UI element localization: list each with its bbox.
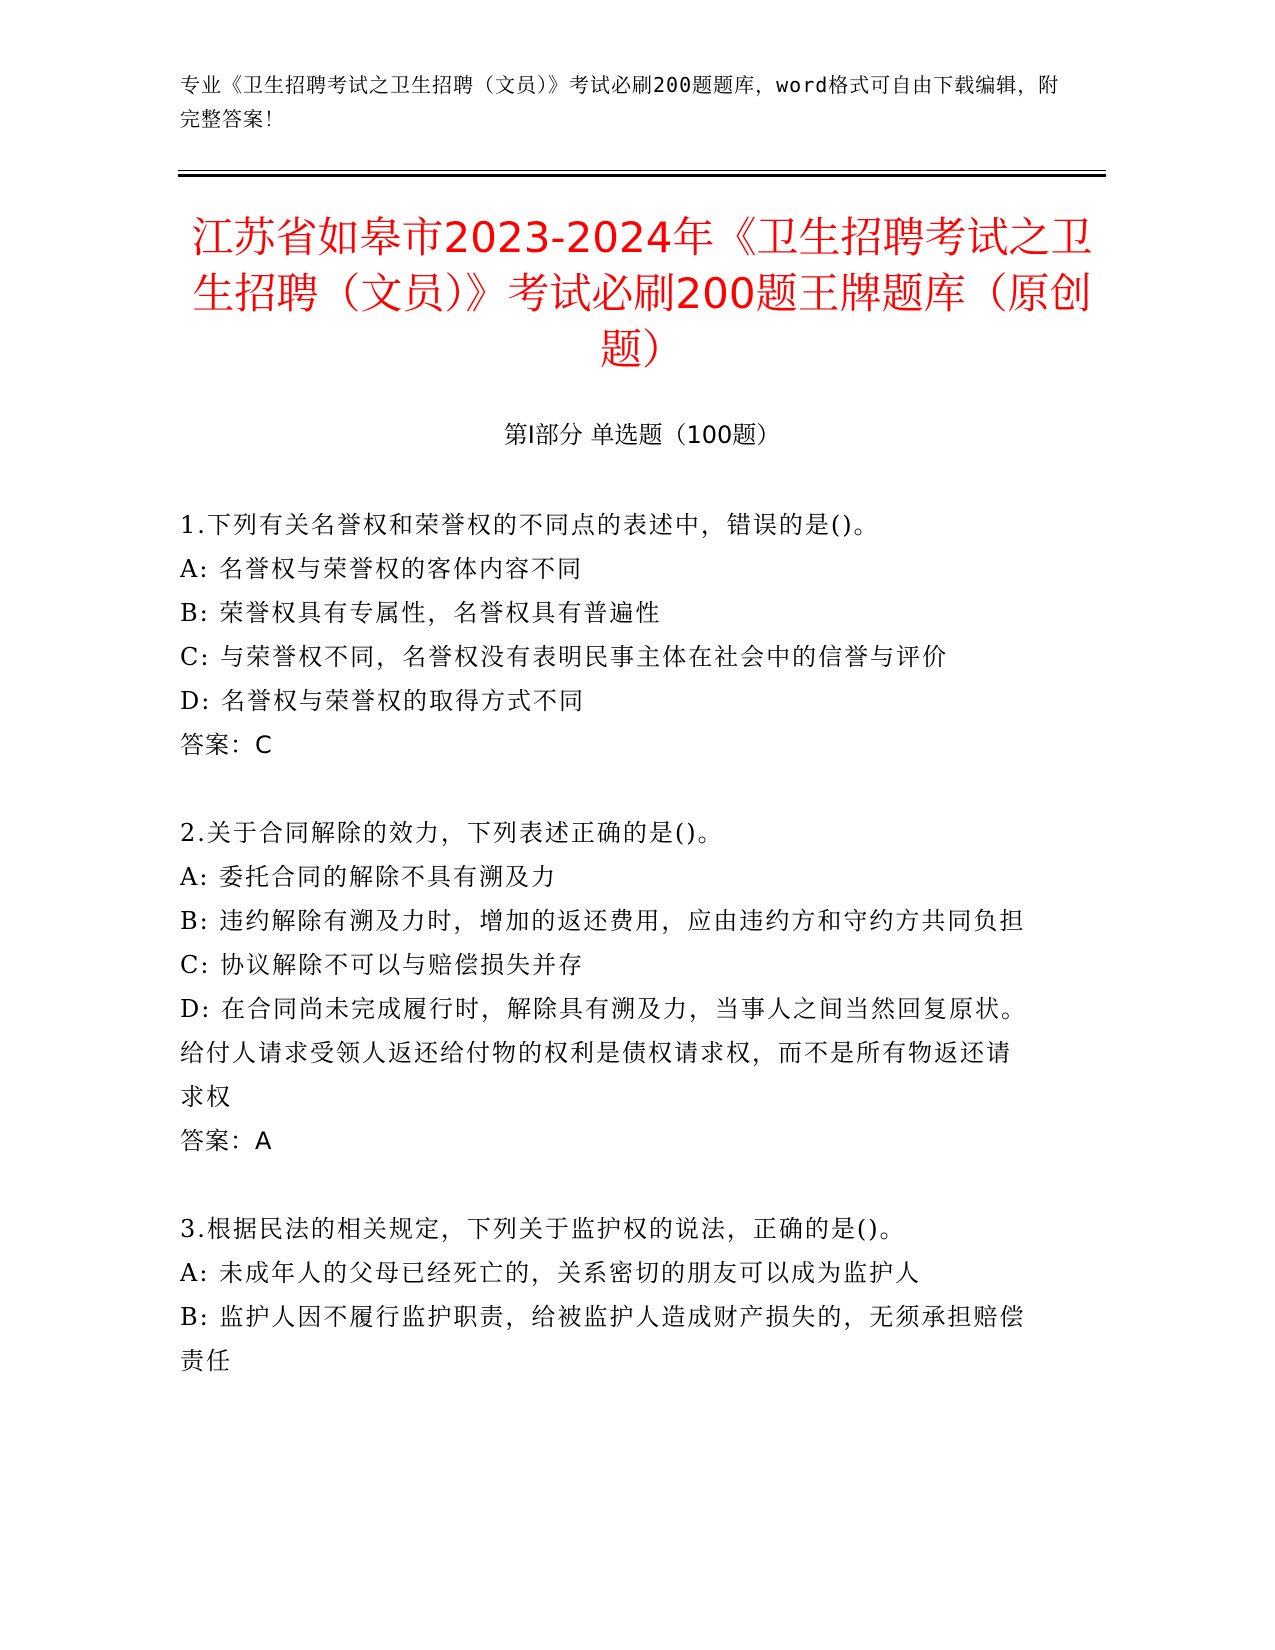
header-rule-thick: [178, 174, 1106, 177]
header-note: 专业《卫生招聘考试之卫生招聘（文员）》考试必刷200题题库，word格式可自由下载编辑，附完整答案！: [180, 73, 1060, 131]
question-stem: 1.下列有关名誉权和荣誉权的不同点的表述中，错误的是()。: [180, 511, 880, 539]
option-b: B: 违约解除有溯及力时，增加的返还费用，应由违约方和守约方共同负担: [180, 907, 1026, 935]
question-spacer: [180, 1163, 1030, 1207]
option-c: C: 协议解除不可以与赔偿损失并存: [180, 951, 585, 979]
answer: 答案：C: [180, 731, 273, 759]
question-stem: 3.根据民法的相关规定，下列关于监护权的说法，正确的是()。: [180, 1215, 906, 1243]
question-list: [180, 503, 1030, 1383]
header-rule-thin: [178, 170, 1106, 171]
question-item: [180, 503, 1030, 767]
question-stem: 2.关于合同解除的效力，下列表述正确的是()。: [180, 819, 724, 847]
question-item: [180, 811, 1030, 1163]
option-a: A: 名誉权与荣誉权的客体内容不同: [180, 555, 584, 583]
option-a: A: 未成年人的父母已经死亡的，关系密切的朋友可以成为监护人: [180, 1259, 922, 1287]
option-b: B: 监护人因不履行监护职责，给被监护人造成财产损失的，无须承担赔偿责任: [180, 1303, 1026, 1375]
question-item: [180, 1207, 1030, 1383]
section-title: 第Ⅰ部分 单选题（100题）: [503, 421, 781, 449]
option-b: B: 荣誉权具有专属性，名誉权具有普遍性: [180, 599, 662, 627]
option-d: D: 在合同尚未完成履行时，解除具有溯及力，当事人之间当然回复原状。给付人请求受领人返还给付物的权利是债权请求权，而不是所有物返还请求权: [180, 995, 1027, 1111]
answer: 答案：A: [180, 1127, 273, 1155]
option-c: C: 与荣誉权不同，名誉权没有表明民事主体在社会中的信誉与评价: [180, 643, 949, 671]
question-spacer: [180, 767, 1030, 811]
option-d: D: 名誉权与荣誉权的取得方式不同: [180, 687, 585, 715]
option-a: A: 委托合同的解除不具有溯及力: [180, 863, 558, 891]
document-title: 江苏省如皋市2023-2024年《卫生招聘考试之卫生招聘（文员）》考试必刷200题王牌题库（原创题）: [191, 213, 1093, 374]
